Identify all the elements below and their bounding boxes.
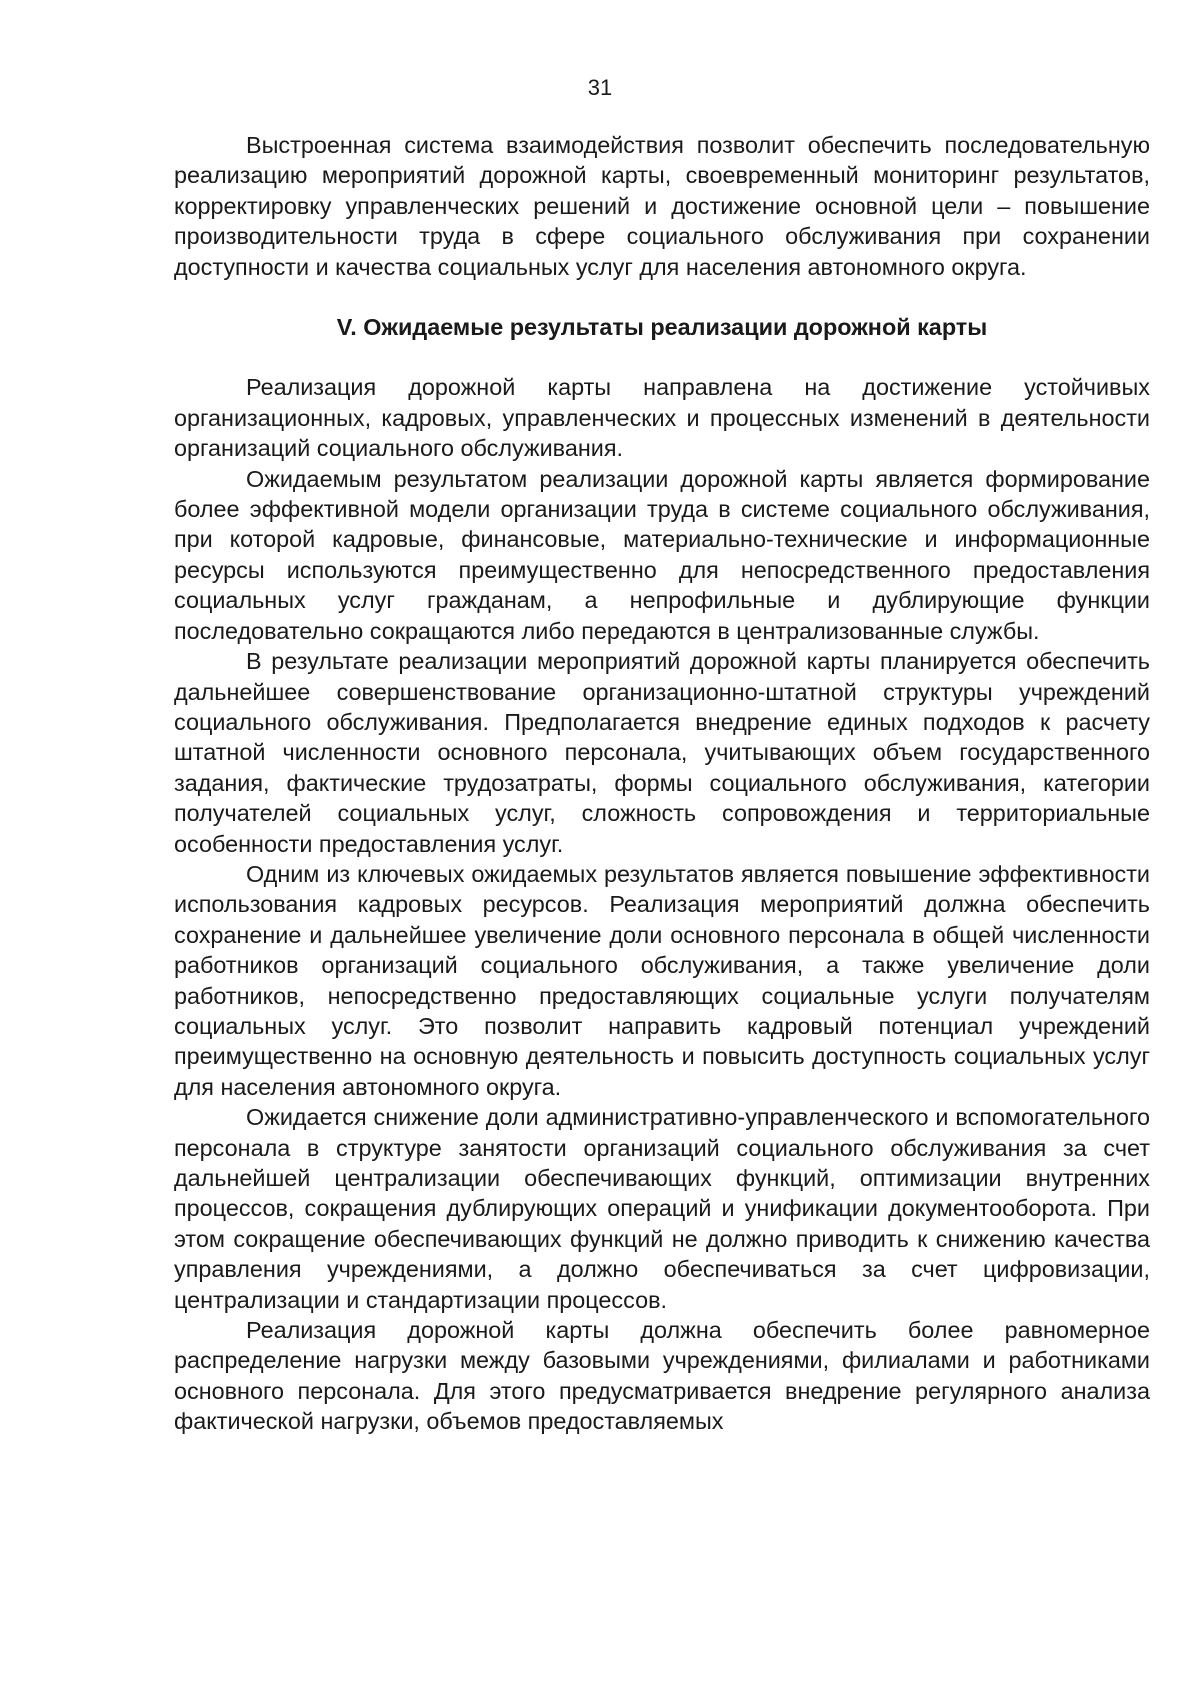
intro-paragraph: Выстроенная система взаимодействия позволит обеспечить последовательную реализацию мероприятий дорожной карты, своевременный мониторинг результатов, корректировку управленческих решений и достижение основной цели – повышение производительности труда в сфере социального обслуживания при сохранении доступности и качества социальных услуг для населения автономного округа.	[174, 132, 1150, 280]
page-number: 31	[587, 75, 613, 100]
body-paragraph-5: Ожидается снижение доли административно-управленческого и вспомогательного персонала в структуре занятости организаций социального обслуживания за счет дальнейшей централизации обеспечивающих функций, оптимизации внутренних процессов, сокращения дублирующих операций и унификации документооборота. При этом сокращение обеспечивающих функций не должно приводить к снижению качества управления учреждениями, а должно обеспечиваться за счет цифровизации, централизации и стандартизации процессов.	[174, 1104, 1150, 1313]
body-paragraph-3: В результате реализации мероприятий дорожной карты планируется обеспечить дальнейшее совершенствование организационно-штатной структуры учреждений социального обслуживания. Предполагается внедрение единых подходов к расчету штатной численности основного персонала, учитывающих объем государственного задания, фактические трудозатраты, формы социального обслуживания, категории получателей социальных услуг, сложность сопровождения и территориальные особенности предоставления услуг.	[174, 648, 1150, 857]
body-paragraph-2: Ожидаемым результатом реализации дорожной карты является формирование более эффективной модели организации труда в системе социального обслуживания, при которой кадровые, финансовые, материально-технические и информационные ресурсы используются преимущественно для непосредственного предоставления социальных услуг гражданам, а непрофильные и дублирующие функции последовательно сокращаются либо передаются в централизованные службы.	[174, 465, 1150, 644]
section-title: V. Ожидаемые результаты реализации дорожной карты	[336, 314, 988, 341]
body-paragraph-1: Реализация дорожной карты направлена на достижение устойчивых организационных, кадровых, управленческих и процессных изменений в деятельности организаций социального обслуживания.	[174, 374, 1150, 462]
body-paragraph-6: Реализация дорожной карты должна обеспечить более равномерное распределение нагрузки между базовыми учреждениями, филиалами и работниками основного персонала. Для этого предусматривается внедрение регулярного анализа фактической нагрузки, объемов предоставляемых	[174, 1317, 1150, 1435]
page-content	[174, 130, 1150, 1437]
body-paragraph-4: Одним из ключевых ожидаемых результатов является повышение эффективности использования кадровых ресурсов. Реализация мероприятий должна обеспечить сохранение и дальнейшее увеличение доли основного персонала в общей численности работников организаций социального обслуживания, а также увеличение доли работников, непосредственно предоставляющих социальные услуги получателям социальных услуг. Это позволит направить кадровый потенциал учреждений преимущественно на основную деятельность и повысить доступность социальных услуг для населения автономного округа.	[174, 860, 1150, 1100]
